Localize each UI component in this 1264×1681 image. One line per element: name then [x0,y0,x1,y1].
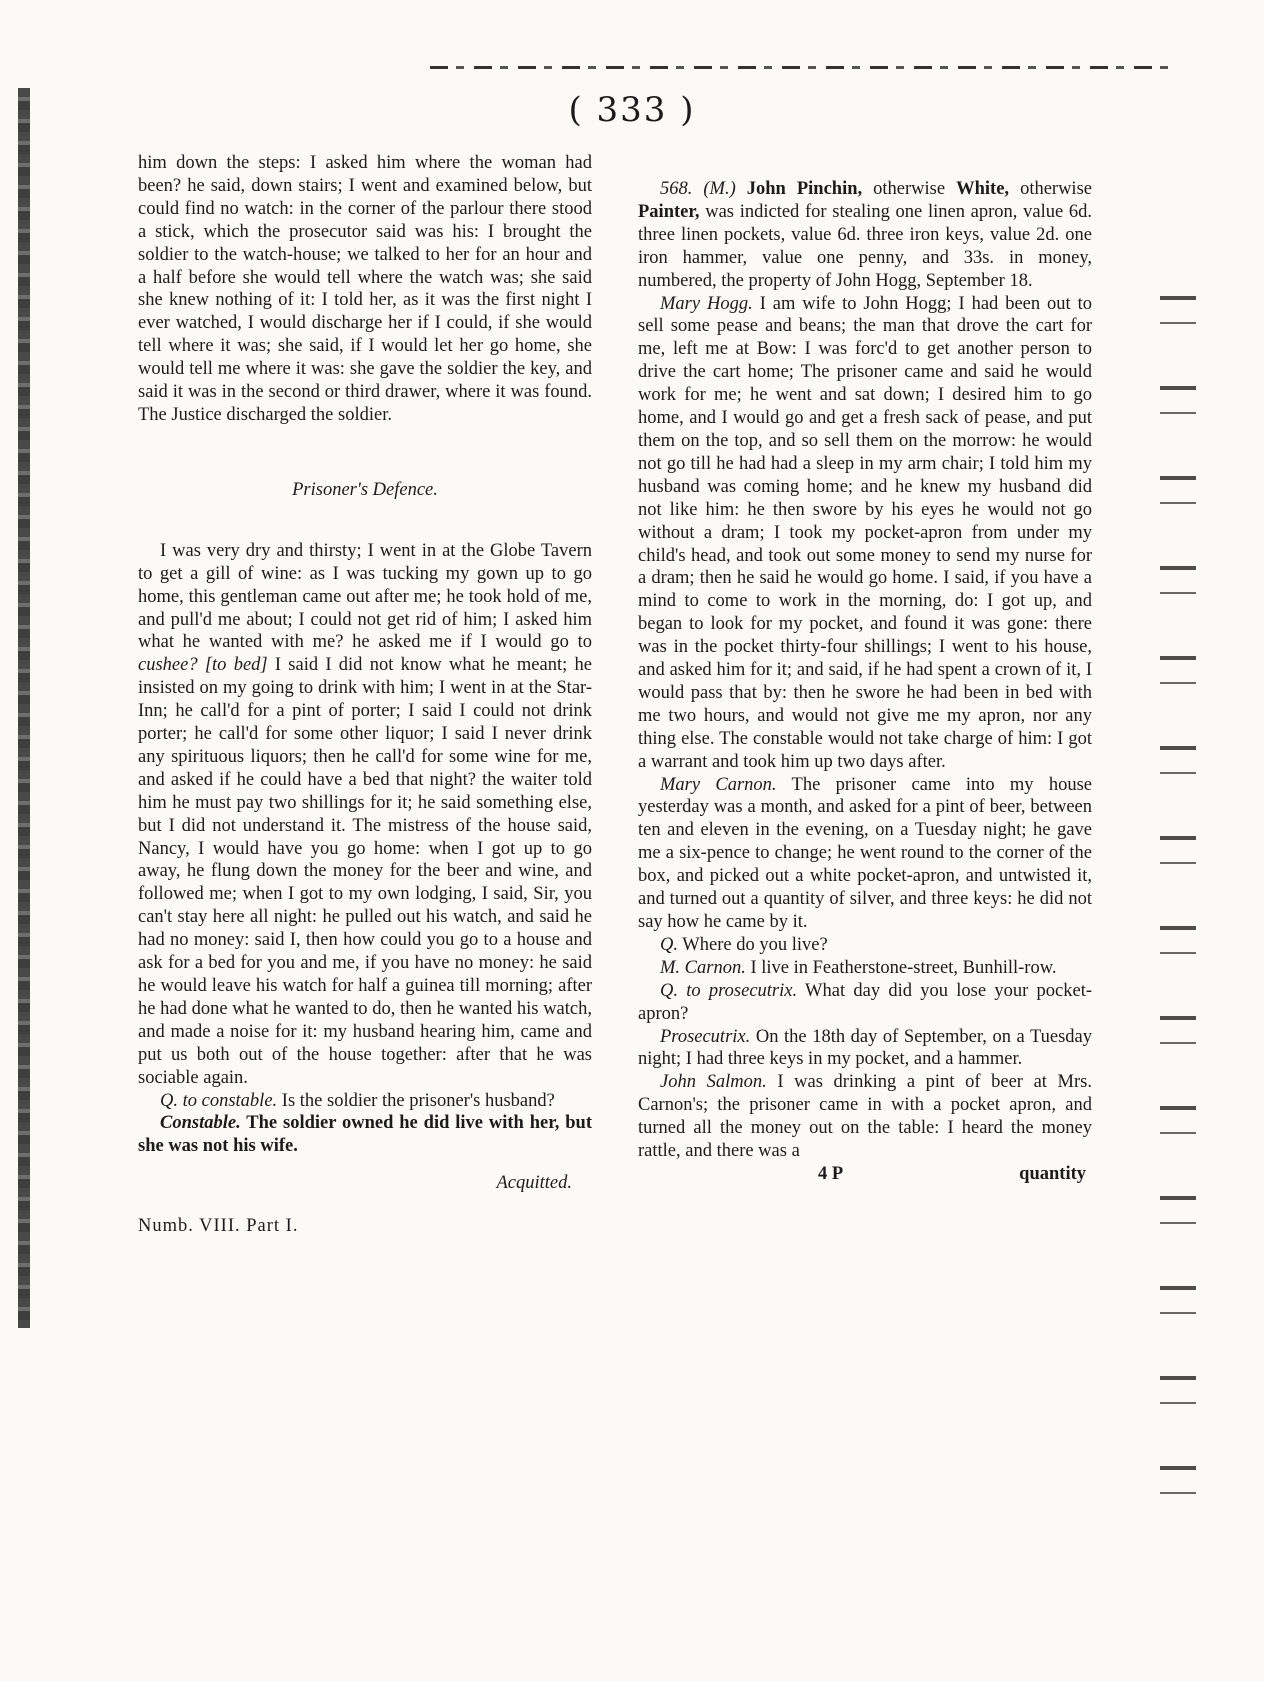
speaker: Mary Hogg. [660,293,753,314]
signature-mark: 4 P [818,1163,844,1184]
verdict: Acquitted. [496,1173,572,1194]
defence-text-a: I was very dry and thirsty; I went in at the Globe Tavern to get a gill of wine: as I was tucking my gown up to go home, this gentleman came out after me; he took hold of me, and pull'd me about; I could not get rid of him; I asked him what he wanted with me? he asked me if I would go to [138,540,592,653]
answer-line [638,1026,1092,1072]
answer-text: On the 18th day of September, on a Tuesday night; I had three keys in my pocket, and a hammer. [638,1026,1093,1070]
testimony [638,1071,1092,1163]
speaker: Prosecutrix. [660,1026,751,1047]
speaker: Q. to constable. [160,1090,278,1111]
question-text: Is the soldier the prisoner's husband? [281,1090,555,1111]
testimony [638,293,1092,774]
case-heading [638,178,1092,293]
answer-text: I live in Featherstone-street, Bunhill-row. [750,957,1057,978]
speaker: Q. [660,934,678,955]
answer-line [138,1112,592,1158]
section-heading: Prisoner's Defence. [292,479,438,500]
page-footer [638,1163,1092,1186]
case-text: otherwise [873,179,946,199]
scan-right-margin-marks [1160,270,1196,1510]
defendant-name: John Pinchin, [746,179,863,199]
case-number: 568. (M.) [660,179,736,199]
defence-text-b: I said I did not know what he meant; he insisted on my going to drink with him; I went in at the Star-Inn; he call'd for a pint of porter; I said I could not drink porter; he call'd for some other liquor; I said I never drink any spirituous liquors; then he call'd for some wine for me, and asked if he could have a bed that night? the waiter told him he must pay two shillings for it; he said something else, but I did not understand it. The mistress of the house said, Nancy, I would have you go home: when I got up to go away, he flung down the money for the beer and wine, and followed me; when I got to my own lodging, I said, Sir, you can't stay here all night: he pulled out his watch, and said he had no money: said I, then how could you go to a house and ask for a bed for you and me, if you have no money: he said he would leave his watch for half a guinea till morning; after he had done what he wanted to do, then he wanted his watch, and made a noise for it: my husband hearing him, came and put us both out of the house together: after that he was sociable again. [138,655,592,1088]
right-column [638,178,1092,1186]
catchword: quantity [1019,1163,1086,1184]
testimony-text: The prisoner came into my house yesterday was a month, and asked for a pint of beer, between ten and eleven in the evening, on a Tuesday night; he gave me a six-pence to change; he went round to the corner of the box, and picked out a white pocket-apron, and untwisted it, and turned out a quantity of silver, and three keys: he did not say how he came by it. [638,774,1092,932]
page-number: ( 333 ) [568,90,696,130]
testimony-text: I am wife to John Hogg; I had been out to sell some pease and beans; the man that drove the cart for me, left me at Bow: I was forc'd to get another person to drive the cart home; The prisoner came and said he would work for me; he went and sat down; I desired him to go home, and I would go and get a fresh sack of pease, and put them on the top, and so sell them on the morrow: he would not go till he had had a sleep in my arm chair; I told him my husband was coming home; and he knew my husband did not like him: he then swore by his eyes he would not go without a dram; I took my pocket-apron from under my child's head, and took out some money to send my nurse for a dram; then he said he would go home. I said, if you have a mind to come to work in the morning, do: I got up, and began to look for my pocket, and found it was gone: there was in the pocket thirty-four shillings; I went to his house, and asked him for it; and said, if he had spent a crown of it, I would pass that by: then he swore he had been in bed with me two hours, and would not give me my apron, nor any thing else. The constable would not take charge of him: I got a warrant and took him up two days after. [638,293,1093,772]
testimony [638,774,1092,934]
question-line [138,1090,592,1113]
answer-line [638,957,1092,980]
defence-italic: cushee? [to bed] [138,655,268,676]
question-text: Where do you live? [682,934,828,955]
question-text: What day did you lose your pocket-apron? [638,980,1092,1024]
question-line [638,980,1092,1026]
footer-part-label: Numb. VIII. Part I. [138,1216,299,1237]
speaker: M. Carnon. [660,957,746,978]
speaker: Mary Carnon. [660,774,777,795]
speaker: Q. to prosecutrix. [660,980,798,1001]
answer-text: The soldier owned he did live with her, but she was not his wife. [138,1113,592,1157]
case-text: otherwise [1020,179,1092,199]
question-line [638,934,1092,957]
paragraph-continuation: him down the steps: I asked him where the woman had been? he said, down stairs; I went and examined below, but could find no watch: in the corner of the parlour there stood a stick, which the prosecutor said was his: I brought the soldier to the watch-house; we talked to her for an hour and a half before she would tell where the watch was; she said she knew nothing of it: I told her, as it was the first night I ever watched, I would discharge her if I could, if she would tell where it was; she said, if I would let her go home, she would tell me where it was: she gave the soldier the key, and said it was in the second or third drawer, where it was found. The Justice discharged the soldier. [138,153,592,425]
speaker: Constable. [160,1113,241,1134]
scan-top-rule [430,66,1170,69]
alias-name: White, [956,179,1010,199]
defence-paragraph [138,540,592,1090]
left-column [138,152,592,1238]
speaker: John Salmon. [660,1072,767,1093]
case-text: was indicted for stealing one linen apron, value 6d. three linen pockets, value 6d. three iron keys, value 2d. one iron hammer, value one penny, and 33s. in money, numbered, the property of John Hogg, September 18. [638,201,1092,291]
scan-binding-edge [18,88,30,1328]
testimony-text: I was drinking a pint of beer at Mrs. Carnon's; the prisoner came in with a pocket apron, and turned all the money out on the table: I heard the money rattle, and there was a [638,1072,1092,1162]
alias-name: Painter, [638,201,700,222]
